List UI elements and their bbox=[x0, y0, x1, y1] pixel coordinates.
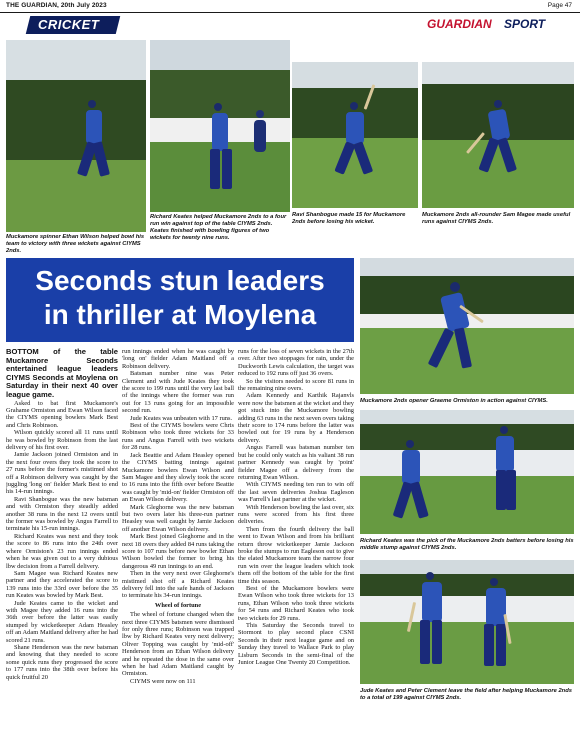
brand-guardian: GUARDIAN bbox=[427, 17, 492, 31]
article-paragraph: Jack Beattie and Adam Heasley opened the CIYMS batting innings against Muckamore bowlers Ewan Wilson and Sam Magee and they slowly took the score to 16 runs into the fifth over before Beattie was caught by 'mid-on' fielder Ormiston off an Ewan Wilson delivery. bbox=[122, 451, 234, 504]
photo-caption: Muckamore 2nds all-rounder Sam Magee made useful runs against CIYMS 2nds. bbox=[422, 212, 571, 225]
article-lead: BOTTOM of the table Muckamore Seconds entertained league leaders CIYMS Seconds at Moylena on Saturday in their next 40 over league game. bbox=[6, 348, 118, 399]
article-subhead: Wheel of fortune bbox=[154, 601, 202, 609]
photo-ethan-wilson bbox=[6, 40, 146, 232]
page-number: Page 47 bbox=[547, 2, 572, 9]
article-paragraph: Then from the fourth delivery the ball went to Ewan Wilson and from his brilliant return throw wicketkeeper Jamie Jackson broke the stumps to run Eagleson out to give the elated Muckamore team the narrow four run win over the league leaders which took them off the bottom of the table for the first time this season. bbox=[238, 525, 354, 585]
photo-caption: Richard Keates was the pick of the Muckamore 2nds batters before losing his middle stump against CIYMS 2nds. bbox=[360, 538, 574, 551]
header-rule bbox=[0, 12, 580, 13]
article-paragraph: Jude Keates came to the wicket and with Magee they added 16 runs into the 36th over before the latter was easily stumped by wicketkeeper Adam Heasley off an Adam Maitland delivery after he had scored 21 runs. bbox=[6, 599, 118, 644]
article-paragraph: This Saturday the Seconds travel to Stormont to play second place CSNI Seconds in their next league game and on Sunday they travel to Wallace Park to play Lisburn Seconds in the semi-final of the Junior League One Twenty 20 Competition. bbox=[238, 622, 354, 667]
photo-caption: Richard Keates helped Muckamore 2nds to a four run win against top of the table CIYMS 2nds. Keates finished with bowling figures of two wickets for twenty nine runs. bbox=[150, 214, 287, 241]
photo-jude-keates-peter-clement bbox=[360, 560, 574, 684]
article-paragraph: CIYMS were now on 111 bbox=[130, 677, 196, 685]
article-column-1 bbox=[6, 348, 118, 732]
article-column-2 bbox=[122, 348, 234, 732]
article-paragraph: Mark Gleghorne was the new batsman but two overs later his three-run partner Heasley was well caught by Jamie Jackson off another Ewan Wilson delivery. bbox=[122, 503, 234, 533]
article-paragraph: The wheel of fortune changed when the next three CIYMS batsmen were dismissed for only three runs; Robinson was trapped lbw by Richard Keates very next delivery; Oliver Topping was caught by 'mid-off' Henderson from an Ethan Wilson delivery and he repeated the dose in the same over when he had Adam Maitland caught by Ormiston. bbox=[122, 611, 234, 678]
photo-caption: Muckamore spinner Ethan Wilson helped bowl his team to victory with three wickets against CIYMS 2nds. bbox=[6, 234, 145, 254]
photo-caption: Ravi Shanbogue made 15 for Muckamore 2nds before losing his wicket. bbox=[292, 212, 406, 225]
photo-ravi-shanbogue bbox=[292, 62, 418, 208]
article-paragraph: Jude Keates was unbeaten with 17 runs. bbox=[130, 414, 233, 422]
photo-richard-keates-bowled bbox=[360, 410, 574, 534]
article-paragraph: Then in the very next over Gleghorne's mistimed shot off a Richard Keates delivery fell into the safe hands of Jackson to terminate his 34-run innings. bbox=[122, 570, 234, 600]
section-label: CRICKET bbox=[38, 17, 100, 32]
photo-richard-keates-bowling bbox=[150, 40, 290, 212]
article-paragraph: Batsman number nine was Peter Clement and with Jude Keates they took the score to 199 runs until the very last ball of the innings where the former was run out for 13 runs going for an impossible second run. bbox=[122, 370, 234, 415]
article-paragraph: run innings ended when he was caught by 'long on' fielder Adam Maitland off a Robinson delivery. bbox=[122, 348, 234, 370]
article-paragraph: runs for the loss of seven wickets in the 27th over. After two stoppages for rain, under the Duckworth Lewis calculation, the target was reduced to 192 runs off just 36 overs. bbox=[238, 348, 354, 378]
article-paragraph: Ravi Shanbogue was the new batsman and with Ormiston they steadily added another 38 runs in the next 12 overs until the former was bowled by Angus Farrell to terminate his 15-run innings. bbox=[6, 495, 118, 533]
photo-caption: Jude Keates and Peter Clement leave the field after helping Muckamore 2nds to a total of 199 against CIYMS 2nds. bbox=[360, 688, 572, 701]
headline-line-2: in thriller at Moylena bbox=[43, 299, 317, 330]
article-paragraph: With Henderson bowling the last over, six runs were scored from his first three deliveries. bbox=[238, 503, 354, 526]
article-paragraph: Wilson quickly scored all 11 runs until he was bowled by Robinson from the last delivery of his first over. bbox=[6, 429, 118, 451]
photo-caption: Muckamore 2nds opener Graeme Ormiston in action against CIYMS. bbox=[360, 398, 548, 404]
newspaper-dateline: THE GUARDIAN, 20th July 2023 bbox=[6, 2, 107, 9]
headline bbox=[6, 264, 354, 332]
photo-graeme-ormiston bbox=[360, 258, 574, 394]
article-paragraph: With CIYMS needing ten run to win off the last seven deliveries Joshua Eagleson was Farrell's last partner at the wicket. bbox=[238, 481, 354, 504]
article-paragraph: Shane Henderson was the new batsman and knowing that they needed to score some quick runs they progressed the score to 177 runs into the 38th over before his quick fruitful 20 bbox=[6, 643, 118, 681]
article-paragraph: Richard Keates was next and they took the score to 86 runs into the 24th over where Ormiston's 23 run innings ended when he was given out to a very dubious lbw decision from a Farrell delivery. bbox=[6, 532, 118, 570]
article-paragraph: Mark Best joined Gleghorne and in the next 18 overs they added 84 runs taking the score to 107 runs before new bowler Ethan Wilson bowled the former to bring his dangerous 49 run innings to an end. bbox=[122, 533, 234, 570]
article-paragraph: So the visitors needed to score 81 runs in the remaining nine overs. bbox=[238, 377, 354, 393]
article-column-3 bbox=[238, 348, 354, 732]
brand-sport: SPORT bbox=[504, 17, 546, 31]
article-paragraph: Adam Kennedy and Karthik Rajanvls were now the batsmen at the wicket and they got stuck into the Muckamore bowling adding 63 runs in the next seven overs taking their score to 174 runs before the latter was bowled out for 19 runs by a Henderson delivery. bbox=[238, 392, 354, 444]
article-paragraph: Sam Magee was Richard Keates new partner and they accelerated the score to 139 runs into the 33rd over before the 35 run Keates was bowled by Mark Best. bbox=[6, 569, 118, 600]
photo-sam-magee bbox=[422, 62, 574, 208]
headline-line-1: Seconds stun leaders bbox=[35, 265, 325, 296]
article-paragraph: Angus Farrell was batsman number ten but he could only watch as his valiant 38 run partner Kennedy was caught by 'point' fielder Magee off a delivery from the returning Ewan Wilson. bbox=[238, 444, 354, 481]
article-paragraph: Best of the Muckamore bowlers were Ewan Wilson who took three wickets for 13 runs, Ethan Wilson who took three wickets for 54 runs and Richard Keates who took two wickets for 29 runs. bbox=[238, 585, 354, 622]
article-paragraph: Asked to bat first Muckamore's Grahame Ormiston and Ewan Wilson faced the CIYMS opening bowlers Mark Best and Chris Robinson. bbox=[6, 399, 118, 429]
article-paragraph: Best of the CIYMS bowlers were Chris Robinson who took three wickets for 33 runs and Angus Farrell with two wickets for 28 runs. bbox=[122, 422, 234, 452]
article-paragraph: Jamie Jackson joined Ormiston and in the next four overs they took the score to 27 runs before the former's mistimed shot off a Robinson delivery was caught by the juggling 'long on' fielder Mark Best to end his 14-run innings. bbox=[6, 451, 118, 496]
